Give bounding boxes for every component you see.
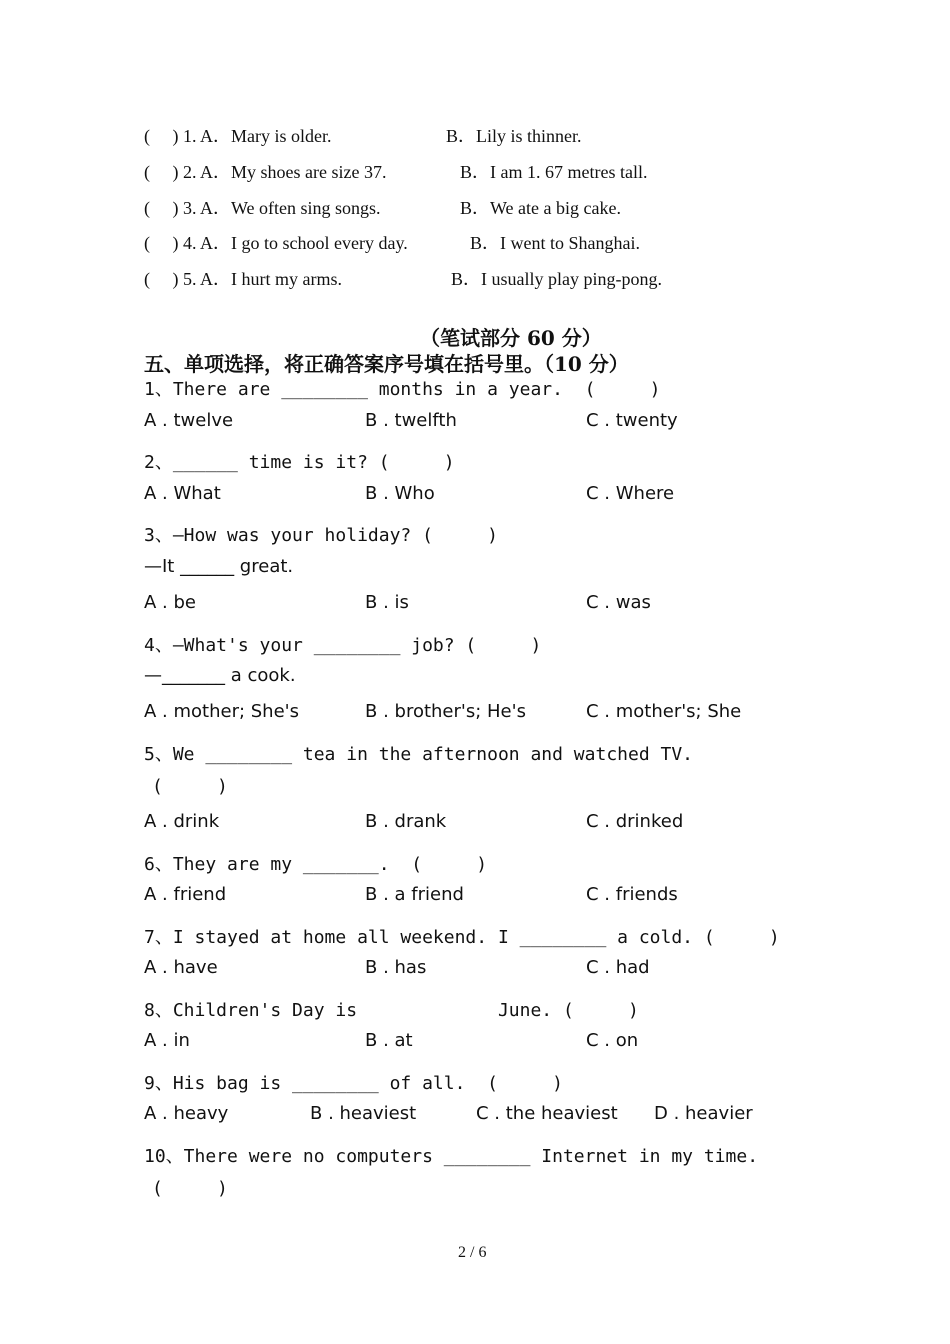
listening-item-4-b: B．I went to Shanghai. [470, 233, 640, 253]
question-3: 3、—How was your holiday? ( ) [144, 525, 498, 546]
listening-item-5-b: B．I usually play ping-pong. [451, 269, 662, 289]
section-5-title: 五、单项选择，将正确答案序号填在括号里。（10 分） [144, 352, 629, 376]
listening-item-3-a: ( ) 3. A．We often sing songs. [144, 198, 381, 218]
question-10-answer-paren: ( ) [152, 1178, 228, 1199]
q9-option-a: A . heavy [144, 1103, 229, 1124]
q6-option-a: A . friend [144, 884, 227, 905]
question-4-line-2: —_______ a cook. [144, 665, 296, 686]
q4-option-b: B . brother's; He's [365, 701, 526, 722]
question-1: 1、There are ________ months in a year. ( ) [144, 379, 661, 400]
question-3-line-2: —It ______ great. [144, 556, 294, 577]
listening-item-1-a: ( ) 1. A．Mary is older. [144, 126, 332, 146]
question-6: 6、They are my _______. ( ) [144, 854, 488, 875]
q2-option-a: A . What [144, 483, 221, 504]
q5-option-b: B . drank [365, 811, 447, 832]
q4-option-c: C . mother's; She [586, 701, 742, 722]
q1-option-a: A . twelve [144, 410, 234, 431]
listening-item-2-b: B．I am 1. 67 metres tall. [460, 162, 648, 182]
q8-option-a: A . in [144, 1030, 190, 1051]
q9-option-b: B . heaviest [310, 1103, 417, 1124]
question-9: 9、His bag is ________ of all. ( ) [144, 1073, 563, 1094]
q1-option-b: B . twelfth [365, 410, 457, 431]
q5-option-c: C . drinked [586, 811, 684, 832]
listening-item-5-a: ( ) 5. A．I hurt my arms. [144, 269, 342, 289]
question-8: 8、Children's Day is June. ( ) [144, 1000, 639, 1021]
q8-option-b: B . at [365, 1030, 413, 1051]
q7-option-a: A . have [144, 957, 218, 978]
q1-option-c: C . twenty [586, 410, 678, 431]
q6-option-b: B . a friend [365, 884, 464, 905]
q7-option-b: B . has [365, 957, 427, 978]
q5-option-a: A . drink [144, 811, 220, 832]
question-5: 5、We ________ tea in the afternoon and watched TV. [144, 744, 694, 765]
listening-item-4-a: ( ) 4. A．I go to school every day. [144, 233, 408, 253]
written-part-title: （笔试部分 60 分） [420, 326, 602, 350]
question-10: 10、There were no computers ________ Internet in my time. [144, 1146, 759, 1167]
q8-option-c: C . on [586, 1030, 639, 1051]
question-4: 4、—What's your ________ job? ( ) [144, 635, 542, 656]
question-5-answer-paren: ( ) [152, 776, 228, 797]
question-7: 7、I stayed at home all weekend. I ________ a cold. ( ) [144, 927, 780, 948]
q3-option-c: C . was [586, 592, 651, 613]
listening-item-3-b: B．We ate a big cake. [460, 198, 621, 218]
q9-option-d: D . heavier [654, 1103, 753, 1124]
q4-option-a: A . mother; She's [144, 701, 299, 722]
q7-option-c: C . had [586, 957, 650, 978]
listening-item-2-a: ( ) 2. A．My shoes are size 37. [144, 162, 387, 182]
q2-option-c: C . Where [586, 483, 675, 504]
q6-option-c: C . friends [586, 884, 678, 905]
q3-option-a: A . be [144, 592, 196, 613]
q9-option-c: C . the heaviest [476, 1103, 618, 1124]
listening-item-1-b: B．Lily is thinner. [446, 126, 582, 146]
question-2: 2、______ time is it? ( ) [144, 452, 455, 473]
q2-option-b: B . Who [365, 483, 435, 504]
q3-option-b: B . is [365, 592, 409, 613]
page-number: 2 / 6 [458, 1244, 487, 1261]
